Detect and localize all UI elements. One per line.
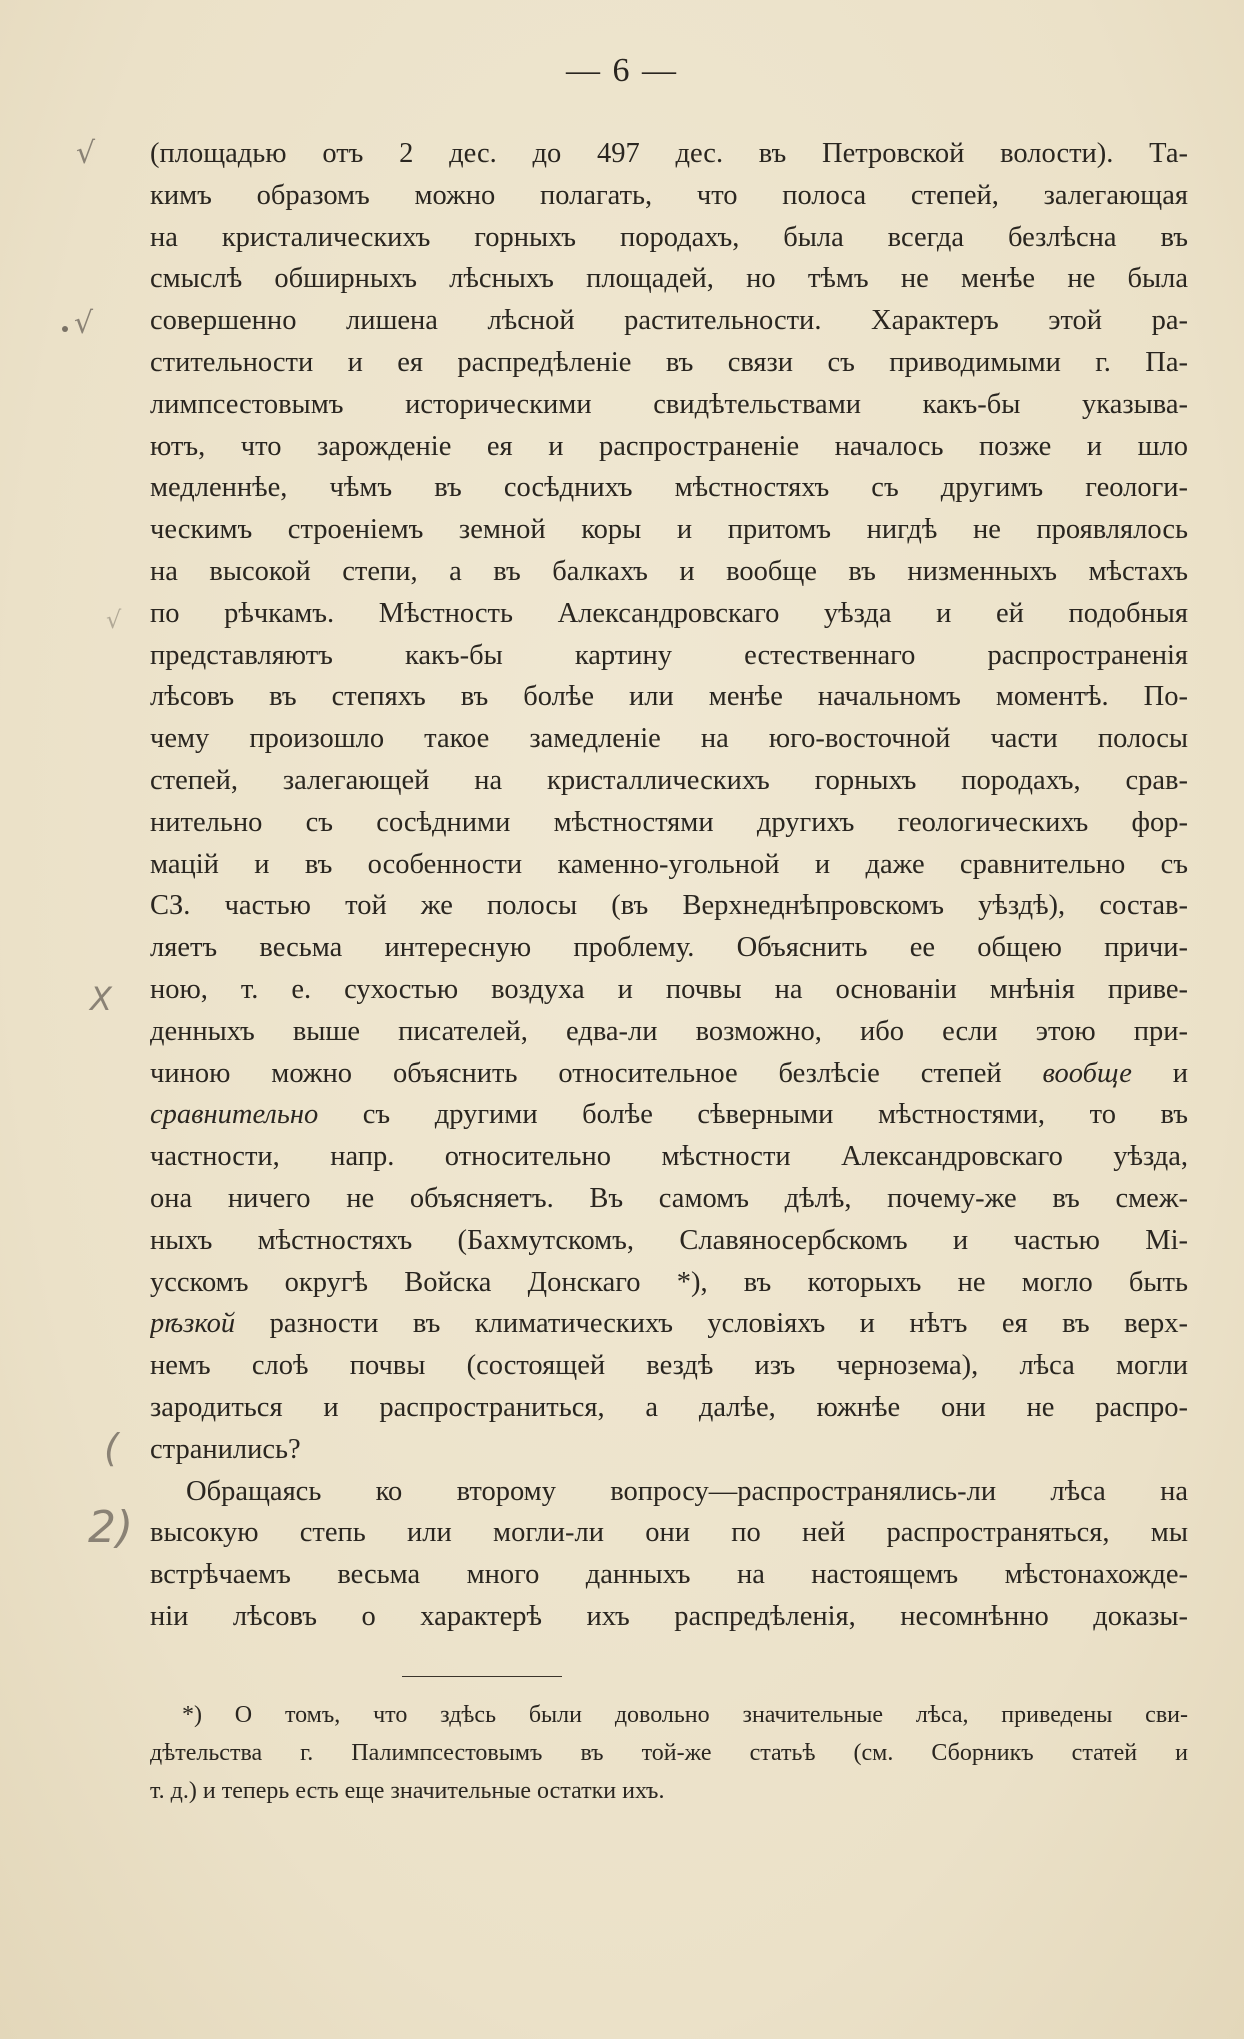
margin-cross-mark: X	[90, 980, 112, 1018]
text-line: встрѣчаемъ весьма много данныхъ на настоящемъ мѣстонахожде-	[150, 1559, 1188, 1591]
text-line	[150, 1303, 1188, 1345]
footnote-divider	[402, 1676, 562, 1677]
margin-check-mark: √	[74, 306, 94, 341]
text-line: ніи лѣсовъ о характерѣ ихъ распредѣленія, несомнѣнно доказы-	[150, 1600, 1188, 1632]
text-line: (площадью отъ 2 дес. до 497 дес. въ Петровской волости). Та-	[150, 138, 1188, 169]
emphasized-word: вообще	[1042, 1057, 1132, 1089]
text-line	[150, 1053, 1188, 1095]
emphasized-word: рѣзкой	[150, 1308, 236, 1340]
emphasized-word: сравнительно	[150, 1099, 319, 1131]
text-line: мацій и въ особенности каменно-угольной и даже сравнительно съ	[150, 848, 1188, 880]
margin-check-mark: √	[106, 606, 122, 634]
text-line: усскомъ округѣ Войска Донскаго *), въ которыхъ не могло быть	[150, 1266, 1188, 1298]
text-line: ческимъ строеніемъ земной коры и притомъ нигдѣ не проявлялось	[150, 514, 1188, 546]
text-line: стительности и ея распредѣленіе въ связи съ приводимыми г. Па-	[150, 346, 1188, 378]
text-line: она ничего не объясняетъ. Въ самомъ дѣлѣ, почему-же въ смеж-	[150, 1182, 1188, 1214]
text-line: Обращаясь ко второму вопросу—распространялись-ли лѣса на	[186, 1475, 1188, 1507]
margin-check-mark: √	[76, 136, 96, 171]
text-line: лимпсестовымъ историческими свидѣтельствами какъ-бы указыва-	[150, 388, 1188, 420]
footnote-line: *) О томъ, что здѣсь были довольно значительные лѣса, приведены сви-	[182, 1702, 1188, 1728]
text-line: нительно съ сосѣдними мѣстностями другихъ геологическихъ фор-	[150, 806, 1188, 838]
text-line: на высокой степи, а въ балкахъ и вообще въ низменныхъ мѣстахъ	[150, 555, 1188, 587]
page-number: — 6 —	[566, 52, 678, 89]
text-line: чему произошло такое замедленіе на юго-восточной части полосы	[150, 723, 1188, 755]
margin-number-mark: 2)	[88, 1502, 134, 1553]
text-segment: чиною можно объяснить относительное безлѣсіе степей	[150, 1057, 1043, 1089]
text-line: по рѣчкамъ. Мѣстность Александровскаго уѣзда и ей подобныя	[150, 597, 1188, 629]
text-line: медленнѣе, чѣмъ въ сосѣднихъ мѣстностяхъ съ другимъ геологи-	[150, 472, 1188, 504]
text-line	[150, 1094, 1188, 1136]
footnote	[150, 1696, 1188, 1810]
text-line: ною, т. е. сухостью воздуха и почвы на основаніи мнѣнія приве-	[150, 973, 1188, 1005]
text-segment: и	[1131, 1057, 1188, 1089]
margin-bracket-mark: (	[104, 1426, 119, 1470]
text-line: совершенно лишена лѣсной растительности. Характеръ этой ра-	[150, 305, 1188, 337]
text-line: лѣсовъ въ степяхъ въ болѣе или менѣе начальномъ моментѣ. По-	[150, 681, 1188, 713]
text-line: ныхъ мѣстностяхъ (Бахмутскомъ, Славяносербскомъ и частью Мі-	[150, 1224, 1188, 1256]
text-line: степей, залегающей на кристаллическихъ горныхъ породахъ, срав-	[150, 764, 1188, 796]
text-line: зародиться и распространиться, а далѣе, южнѣе они не распро-	[150, 1391, 1188, 1423]
text-line: СЗ. частью той же полосы (въ Верхнеднѣпровскомъ уѣздѣ), состав-	[150, 890, 1188, 922]
text-line: частности, напр. относительно мѣстности Александровскаго уѣзда,	[150, 1141, 1188, 1173]
text-line: немъ слоѣ почвы (состоящей вездѣ изъ чернозема), лѣса могли	[150, 1350, 1188, 1382]
text-line: странились?	[150, 1433, 301, 1465]
footnote-line: т. д.) и теперь есть еще значительные остатки ихъ.	[150, 1778, 665, 1804]
margin-dot	[62, 326, 68, 332]
text-line: представляютъ какъ-бы картину естественнаго распространенія	[150, 639, 1188, 671]
body-text	[150, 133, 1188, 1638]
text-line: высокую степь или могли-ли они по ней распространяться, мы	[150, 1517, 1188, 1549]
text-segment: разности въ климатическихъ условіяхъ и нѣтъ ея въ верх-	[235, 1308, 1188, 1340]
text-line: кимъ образомъ можно полагать, что полоса степей, залегающая	[150, 179, 1188, 211]
text-line: смыслѣ обширныхъ лѣсныхъ площадей, но тѣмъ не менѣе не была	[150, 263, 1188, 295]
text-line: на кристалическихъ горныхъ породахъ, была всегда безлѣсна въ	[150, 221, 1188, 253]
text-line: ютъ, что зарожденіе ея и распространеніе началось позже и шло	[150, 430, 1188, 462]
text-segment: съ другими болѣе сѣверными мѣстностями, то въ	[318, 1099, 1188, 1131]
text-line: денныхъ выше писателей, едва-ли возможно, ибо если этою при-	[150, 1015, 1188, 1047]
footnote-line: дѣтельства г. Палимпсестовымъ въ той-же статьѣ (см. Сборникъ статей и	[150, 1740, 1188, 1766]
text-line: ляетъ весьма интересную проблему. Объяснить ее общею причи-	[150, 932, 1188, 964]
